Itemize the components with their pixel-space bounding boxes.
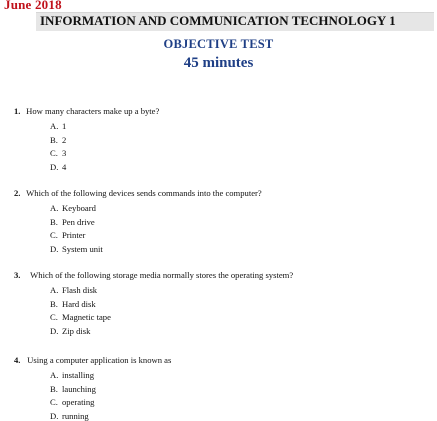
option-b [50,298,433,312]
option-letter: B. [50,216,58,227]
option-letter: C. [50,148,58,159]
option-letter: D. [50,325,59,336]
option-letter: B. [50,134,58,145]
option-text: launching [62,383,96,394]
option-letter: D. [50,410,59,421]
option-letter: C. [50,312,58,323]
option-b [50,216,433,230]
option-c [50,147,433,161]
option-d [50,325,433,339]
question-text: How many characters make up a byte? [26,106,160,116]
option-list [50,120,433,174]
question-text: Which of the following devices sends commands into the computer? [26,188,262,198]
exam-subtitle: OBJECTIVE TEST [163,37,274,51]
option-letter: D. [50,243,59,254]
exam-date: June 2018 [4,0,62,12]
option-text: System unit [62,243,103,254]
exam-duration: 45 minutes [183,55,254,71]
question-2 [14,188,433,256]
option-text: running [62,410,89,421]
option-text: Magnetic tape [62,312,111,323]
option-a [50,369,433,383]
question-header [14,355,433,366]
question-header [14,106,433,117]
option-text: 2 [62,134,67,145]
question-number: 2. [14,188,21,198]
option-b [50,134,433,148]
question-header [14,188,433,199]
option-c [50,311,433,325]
option-letter: A. [50,121,59,131]
option-a [50,284,433,298]
option-letter: D. [50,161,59,172]
option-text: 1 [62,121,67,131]
exam-title: INFORMATION AND COMMUNICATION TECHNOLOGY 1 [40,13,396,28]
question-header [14,270,433,281]
option-letter: C. [50,397,58,408]
option-text: Pen drive [62,216,95,227]
option-d [50,410,433,421]
option-letter: A. [50,285,59,295]
question-number: 4. [14,355,21,365]
question-text: Using a computer application is known as [27,355,172,365]
option-list [50,369,433,421]
option-text: 3 [62,148,67,159]
option-letter: B. [50,383,58,394]
option-d [50,243,433,257]
option-a [50,202,433,216]
question-4 [14,355,433,421]
option-letter: A. [50,370,59,380]
option-c [50,229,433,243]
option-text: installing [62,370,94,380]
option-text: operating [62,397,95,408]
option-text: 4 [62,161,67,172]
option-text: Keyboard [62,203,96,213]
question-number: 1. [14,106,21,116]
question-number: 3. [14,270,21,280]
option-text: Zip disk [62,325,91,336]
option-text: Printer [62,230,86,241]
question-text: Which of the following storage media normally stores the operating system? [30,270,294,280]
question-1 [14,106,433,174]
option-d [50,161,433,175]
option-list [50,202,433,256]
option-a [50,120,433,134]
option-text: Hard disk [62,298,96,309]
option-b [50,383,433,397]
option-letter: A. [50,203,59,213]
option-letter: C. [50,230,58,241]
option-text: Flash disk [62,285,98,295]
option-letter: B. [50,298,58,309]
option-list [50,284,433,338]
question-3 [14,270,433,338]
option-c [50,396,433,410]
